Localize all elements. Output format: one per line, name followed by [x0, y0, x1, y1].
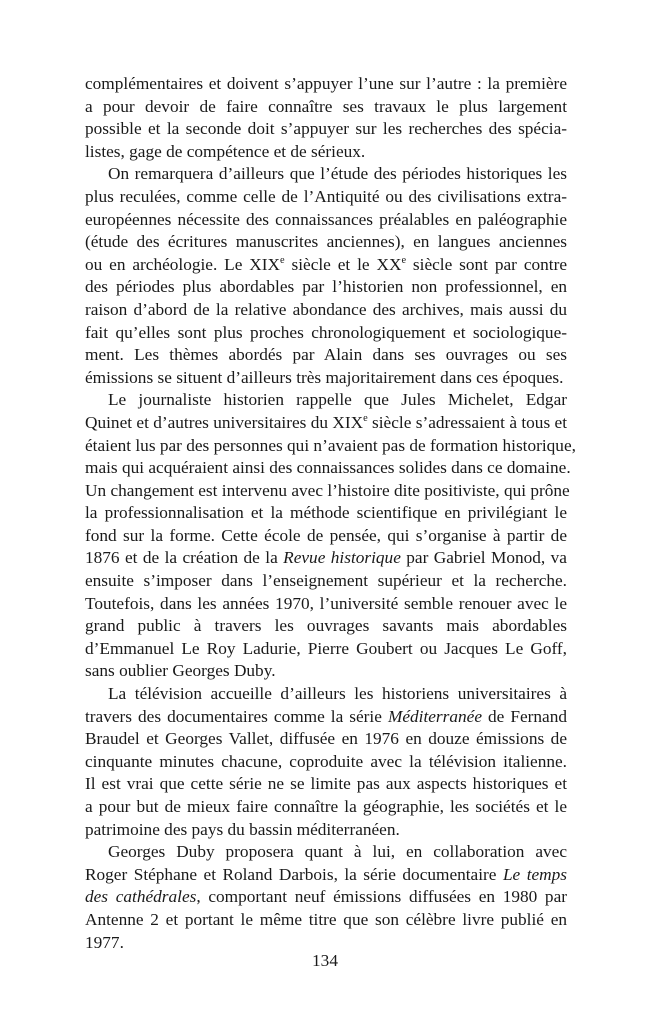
text-line [85, 796, 567, 819]
text-line [85, 570, 567, 593]
text-run: fond sur la forme. Cette école de pensée, qui s’organise à partir de [85, 525, 567, 545]
text-run: listes, gage de compétence et de sérieux. [85, 141, 366, 161]
text-run: ment. Les thèmes abordés par Alain dans ses ouvrages ou ses [85, 345, 567, 365]
text-run: Le journaliste historien rappelle que Jules Michelet, Edgar [108, 390, 567, 410]
text-run: Braudel et Georges Vallet, diffusée en 1976 en douze émissions de [85, 729, 567, 749]
italic-title: Méditerranée [387, 706, 482, 726]
text-run: patrimoine des pays du bassin méditerranéen. [85, 819, 400, 839]
text-line [85, 96, 567, 119]
text-run: 1876 et de la création de la [85, 548, 284, 568]
text-run: fait qu’elles sont plus proches chronologiquement et sociologique- [85, 322, 567, 342]
superscript: e [280, 254, 285, 266]
text-run: , comportant neuf émissions diffusées en 1980 par [196, 887, 567, 907]
text-run: cinquante minutes chacune, coproduite avec la télévision italienne. [85, 751, 567, 771]
text-run: complémentaires et doivent s’appuyer l’une sur l’autre : la première [85, 74, 567, 93]
text-line [85, 773, 567, 796]
text-run: travers des documentaires comme la série [85, 706, 388, 726]
text-run: plus reculées, comme celle de l’Antiquité ou des civilisations extra- [85, 186, 567, 206]
text-line [85, 547, 567, 570]
text-run: étaient lus par des personnes qui n’avaient pas de formation historique, [85, 435, 576, 455]
text-run: a pour but de mieux faire connaître la géographie, les sociétés et le [85, 797, 567, 816]
paragraph [85, 163, 567, 389]
text-run: grand public à travers les ouvrages savants mais abordables [85, 616, 567, 636]
text-line [85, 751, 567, 774]
superscript: e [401, 254, 407, 266]
text-line [85, 638, 567, 661]
text-run: par Gabriel Monod, va [400, 548, 567, 568]
text-run: Antenne 2 et portant le même titre que son célèbre livre publié en [85, 909, 567, 929]
text-run: siècle s’adressaient à tous et [367, 412, 568, 432]
text-run: sans oublier Georges Duby. [85, 661, 276, 681]
italic-title: Revue historique [283, 548, 401, 568]
text-line [85, 322, 567, 345]
text-line [85, 819, 567, 842]
text-run: La télévision accueille d’ailleurs les historiens universitaires à [108, 684, 567, 704]
text-line [85, 141, 567, 164]
page-number: 134 [312, 951, 338, 970]
text-run: Quinet et d’autres universitaires du XIX [85, 412, 364, 432]
text-run: a pour devoir de faire connaître ses travaux le plus largement [85, 96, 567, 116]
text-line [85, 593, 567, 616]
text-run: siècle et le XX [284, 254, 402, 274]
text-line [85, 525, 567, 548]
paragraph [85, 841, 567, 954]
italic-title: Le temps [502, 864, 568, 884]
paragraph [85, 73, 567, 163]
text-line [85, 389, 567, 412]
text-run: la professionnalisation et la méthode scientifique en privilégiant le [85, 503, 567, 523]
text-run: Un changement est intervenu avec l’histoire dite positiviste, qui prône [85, 480, 570, 500]
text-line [85, 615, 567, 638]
text-run: Georges Duby proposera quant à lui, en collaboration avec [108, 842, 567, 862]
superscript: e [363, 413, 368, 425]
text-line [85, 186, 567, 209]
text-run: Toutefois, dans les années 1970, l’université semble renouer avec le [85, 593, 567, 613]
text-line [85, 841, 567, 864]
text-line [85, 502, 567, 525]
italic-title: des cathédrales [85, 887, 197, 907]
paragraph [85, 683, 567, 841]
text-line [85, 276, 567, 299]
text-run: possible et la seconde doit s’appuyer sur les recherches des spécia- [85, 119, 567, 139]
text-run: raison d’abord de la relative abondance des archives, mais aussi du [85, 299, 567, 319]
text-line [85, 706, 567, 729]
text-line [85, 299, 567, 322]
text-line [85, 683, 567, 706]
text-line [85, 457, 571, 480]
text-line [85, 660, 567, 683]
text-run: de Fernand [482, 706, 567, 726]
text-run: ensuite s’imposer dans l’enseignement supérieur et la recherche. [85, 571, 567, 591]
text-run: mais qui acquéraient ainsi des connaissances solides dans ce domaine. [85, 458, 571, 478]
text-line [85, 864, 567, 887]
paragraph [85, 389, 576, 683]
text-run: des périodes plus abordables par l’historien non professionnel, en [85, 277, 567, 297]
text-run: européennes nécessite des connaissances préalables en paléographie [85, 209, 567, 229]
text-run: ou en archéologie. Le XIX [85, 254, 281, 274]
text-line [85, 231, 567, 254]
text-line [85, 412, 567, 435]
text-line [85, 909, 567, 932]
text-line [85, 344, 567, 367]
text-run: Il est vrai que cette série ne se limite pas aux aspects historiques et [85, 774, 567, 794]
text-line [85, 254, 567, 277]
text-line [85, 367, 567, 390]
text-line [85, 209, 567, 232]
text-line [85, 163, 567, 186]
text-run: (étude des écritures manuscrites anciennes), en langues anciennes [85, 232, 567, 252]
text-line [85, 480, 570, 503]
text-run: On remarquera d’ailleurs que l’étude des périodes historiques les [108, 164, 567, 184]
text-line [85, 435, 576, 458]
text-run: Roger Stéphane et Roland Darbois, la série documentaire [85, 864, 503, 884]
text-line [85, 118, 567, 141]
text-run: 1977. [85, 932, 124, 952]
text-line [85, 728, 567, 751]
text-run: émissions se situent d’ailleurs très majoritairement dans ces époques. [85, 367, 564, 387]
text-line [85, 73, 567, 96]
text-line [85, 886, 567, 909]
page-body-text [85, 73, 576, 954]
text-run: siècle sont par contre [406, 254, 567, 274]
text-run: d’Emmanuel Le Roy Ladurie, Pierre Goubert ou Jacques Le Goff, [85, 638, 567, 658]
